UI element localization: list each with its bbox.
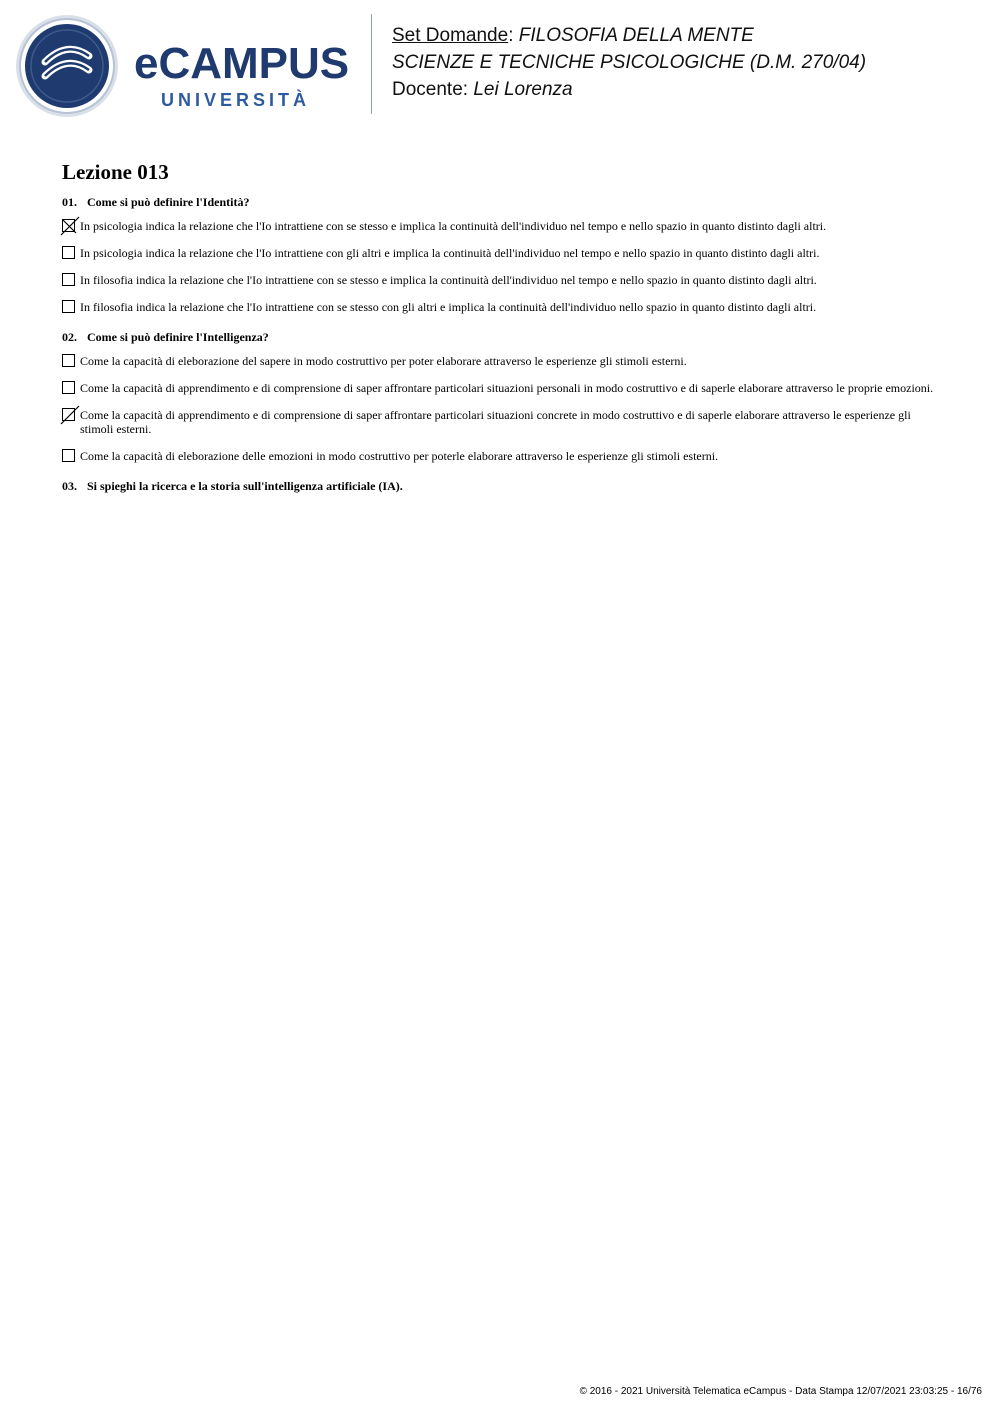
- header-divider: [371, 14, 372, 114]
- answer-option: [62, 408, 942, 436]
- question-number: 01.: [62, 195, 77, 209]
- answer-text: Come la capacità di eleborazione del sapere in modo costruttivo per poter elaborare attraverso le esperienze gli stimoli esterni.: [80, 354, 687, 368]
- answer-option: [62, 246, 942, 260]
- set-title: FILOSOFIA DELLA MENTE: [518, 25, 754, 46]
- answer-text: Come la capacità di apprendimento e di comprensione di saper affrontare particolari situazioni personali in modo costruttivo e di saperle elaborare attraverso le proprie emozioni.: [80, 381, 934, 395]
- answer-text: In filosofia indica la relazione che l'Io intrattiene con se stesso e implica la continuità dell'individuo nel tempo e nello spazio in quanto distinto dagli altri.: [80, 273, 817, 287]
- answer-text: In psicologia indica la relazione che l'Io intrattiene con gli altri e implica la continuità dell'individuo nel tempo e nello spazio in quanto distinto dagli altri.: [80, 246, 820, 260]
- answer-option: [62, 449, 942, 463]
- logo-sub-text: UNIVERSITÀ: [161, 90, 311, 110]
- question-list: [62, 195, 942, 494]
- answer-text: Come la capacità di apprendimento e di comprensione di saper affrontare particolari situazioni concrete in modo costruttivo e di saperle elaborare attraverso le esperienze gli stimoli esterni.: [80, 408, 911, 436]
- course-line: [392, 49, 866, 76]
- question-2: [62, 330, 942, 463]
- checkbox[interactable]: [62, 300, 75, 313]
- question-text: Si spieghi la ricerca e la storia sull'intelligenza artificiale (IA).: [87, 479, 403, 493]
- lesson-title: Lezione 013: [62, 160, 169, 184]
- header-text: [392, 22, 866, 103]
- question-text: Come si può definire l'Intelligenza?: [87, 330, 269, 344]
- question-title: [62, 479, 942, 494]
- page-header: [0, 0, 1000, 130]
- set-label: Set Domande: [392, 25, 509, 46]
- checkbox[interactable]: [62, 246, 75, 259]
- answer-text: In psicologia indica la relazione che l'Io intrattiene con se stesso e implica la continuità dell'individuo nel tempo e nello spazio in quanto distinto dagli altri.: [80, 219, 827, 233]
- answer-option: [62, 219, 942, 233]
- page-footer: © 2016 - 2021 Università Telematica eCampus - Data Stampa 12/07/2021 23:03:25 - 16/76: [579, 1386, 982, 1397]
- question-number: 02.: [62, 330, 77, 344]
- answer-text: In filosofia indica la relazione che l'Io intrattiene con se stesso con gli altri e implica la continuità dell'individuo nello spazio in quanto distinto dagli altri.: [80, 300, 817, 314]
- checkbox[interactable]: [62, 354, 75, 367]
- answer-option: [62, 354, 942, 368]
- checkbox[interactable]: [62, 273, 75, 286]
- question-number: 03.: [62, 479, 77, 493]
- question-title: [62, 330, 942, 345]
- answer-option: [62, 381, 942, 395]
- set-line: Set Domande: FILOSOFIA DELLA MENTE: [392, 25, 754, 46]
- question-title: [62, 195, 942, 210]
- answer-option: [62, 300, 942, 314]
- check-mark-icon: [59, 216, 81, 238]
- page-content: [62, 160, 942, 510]
- teacher-name: Lei Lorenza: [473, 79, 573, 100]
- question-3: [62, 479, 942, 494]
- teacher-label: Docente:: [392, 79, 469, 100]
- checkbox[interactable]: [62, 381, 75, 394]
- checkbox-checked[interactable]: [62, 219, 75, 232]
- logo-seal-icon: [16, 15, 118, 117]
- answer-option: [62, 273, 942, 287]
- ecampus-logo: [15, 14, 360, 118]
- logo-brand-text: eCAMPUS: [134, 39, 350, 88]
- checkbox[interactable]: [62, 449, 75, 462]
- answer-text: Come la capacità di eleborazione delle emozioni in modo costruttivo per poterle elaborare attraverso le esperienze gli stimoli esterni.: [80, 449, 719, 463]
- question-1: [62, 195, 942, 314]
- question-text: Come si può definire l'Identità?: [87, 195, 250, 209]
- teacher-line: [392, 76, 866, 103]
- check-mark-icon: [59, 405, 81, 427]
- course-name: SCIENZE E TECNICHE PSICOLOGICHE (D.M. 270/04): [392, 52, 867, 73]
- checkbox-checked[interactable]: [62, 408, 75, 421]
